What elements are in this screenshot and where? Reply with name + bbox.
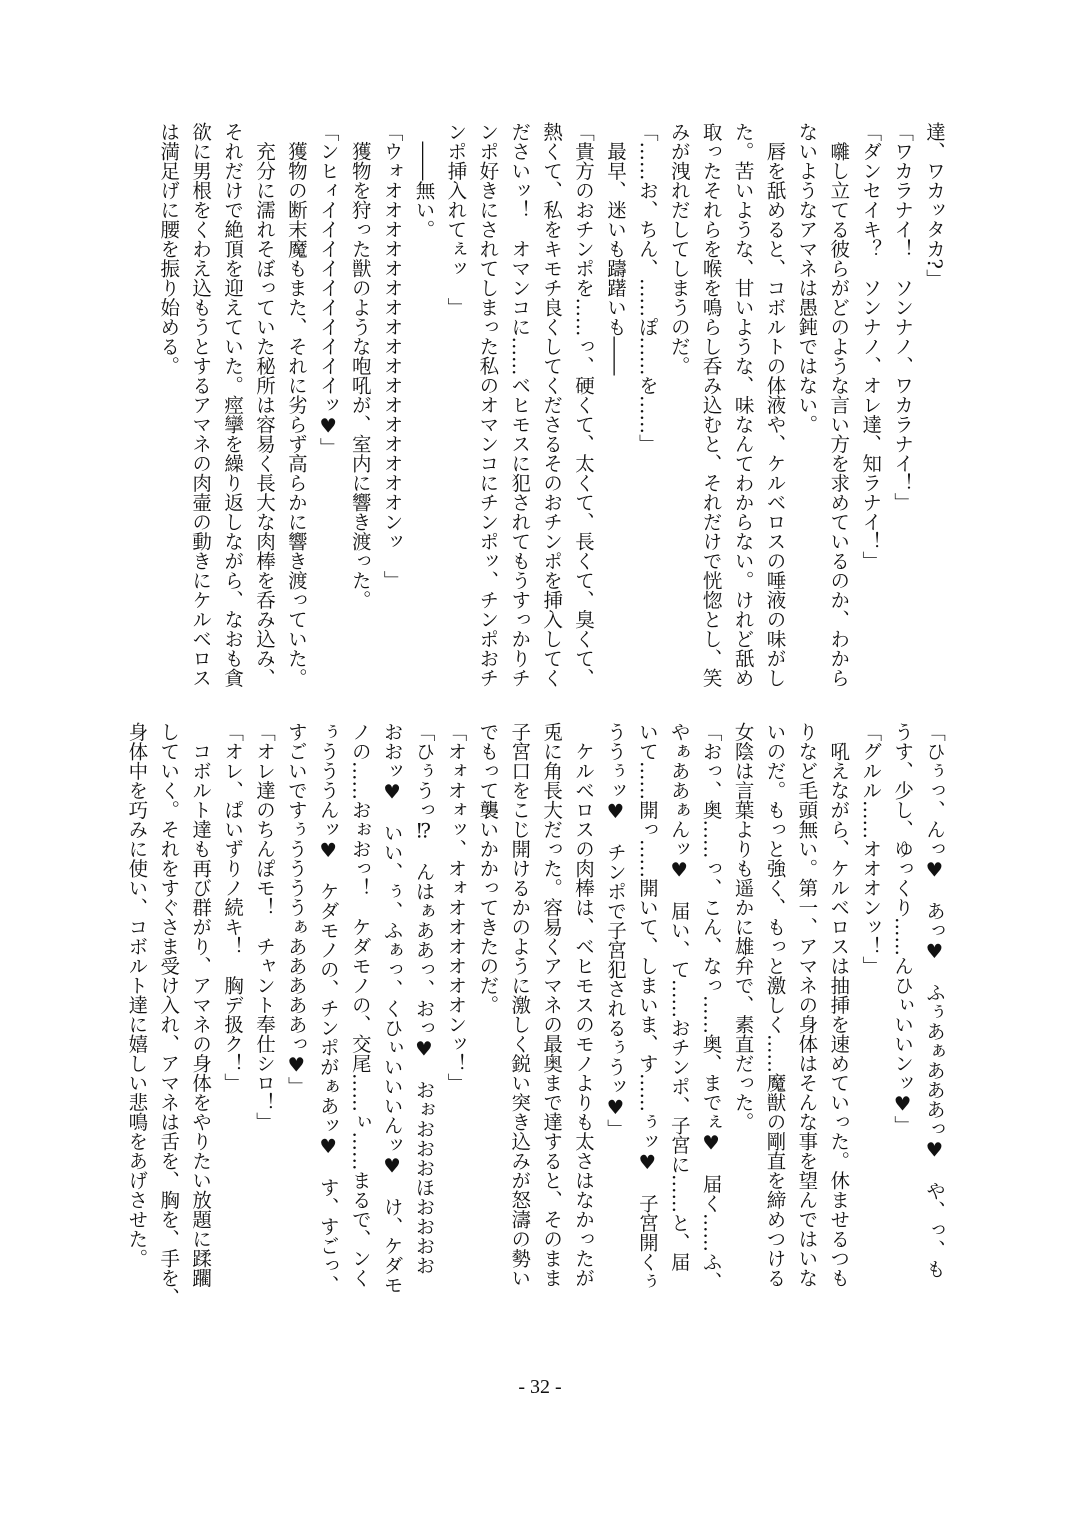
text-column: みが洩れだしてしまうのだ。 bbox=[667, 122, 691, 376]
text-column: コボルト達も再び群がり、アマネの身体をやりたい放題に蹂躙 bbox=[189, 722, 213, 1288]
text-column: 女陰は言葉よりも遥かに雄弁で、素直だった。 bbox=[731, 722, 755, 1132]
text-column: 最早、迷いも躊躇いも―― bbox=[603, 122, 627, 376]
text-column: 囃し立てる彼らがどのような言い方を求めているのか、わから bbox=[827, 122, 851, 688]
text-column: 「ひぅっ、んっ♥ あっ♥ ふぅあぁあああっ♥ や、っ、も bbox=[923, 722, 946, 1279]
text-column: いて……開っ……開いて、しまいま、す……ぅッ♥ 子宮開くぅ bbox=[635, 722, 659, 1291]
text-column: うす、少し、ゆっくり……んひぃいいンッ♥」 bbox=[891, 722, 915, 1135]
text-column: 兎に角長大だった。容易くアマネの最奥まで達すると、そのまま bbox=[540, 722, 564, 1288]
text-column: 「……お、ちん、……ぽ……を……」 bbox=[635, 122, 659, 454]
text-column: 吼えながら、ケルベロスは抽挿を速めていった。休ませるつも bbox=[827, 722, 851, 1288]
text-column: 「おっ、奥……っ、こん、なっ……奥、までぇ♥ 届く……ふ、 bbox=[699, 722, 723, 1291]
text-column: 「貴方のおチンポを……っ、硬くて、太くて、長くて、臭くて、 bbox=[572, 122, 596, 688]
text-column: でもって襲いかかってきたのだ。 bbox=[476, 722, 500, 1015]
text-column: ううぅッ♥ チンポで子宮犯されるぅうッ♥」 bbox=[603, 722, 627, 1139]
text-column: おおッ♥ いい、ぅ、ふぁっ、くひぃいいいんッ♥ け、ケダモ bbox=[380, 722, 404, 1295]
text-column: ケルベロスの肉棒は、ベヒモスのモノよりも太さはなかったが bbox=[572, 722, 596, 1288]
text-block-top bbox=[152, 122, 950, 712]
text-column: ンポ挿入れてぇッ 」 bbox=[444, 122, 468, 317]
text-column: は満足げに腰を振り始める。 bbox=[157, 122, 181, 376]
text-column: すごいですぅううううぁあああああっ♥」 bbox=[284, 722, 308, 1096]
text-column: ないようなアマネは愚鈍ではない。 bbox=[795, 122, 819, 434]
text-column: 取ったそれらを喉を鳴らし呑み込むと、それだけで恍惚とし、笑 bbox=[699, 122, 723, 688]
text-column: 「ひぅうっ⁉ んはぁああっ、おっ♥ おぉおおおほおおおお bbox=[412, 722, 436, 1275]
text-column: 充分に濡れそぼっていた秘所は容易く長大な肉棒を呑み込み、 bbox=[252, 122, 276, 688]
text-column: ――無い。 bbox=[412, 122, 436, 239]
text-column: 「オォオォッ、オォオオオオオオンッ！」 bbox=[444, 722, 468, 1093]
text-column: 唇を舐めると、コボルトの体液や、ケルベロスの唾液の味がし bbox=[763, 122, 787, 688]
text-column: ンポ好きにされてしまった私のオマンコにチンポッ、チンポおチ bbox=[476, 122, 500, 688]
text-column: ださいッ！ オマンコに……ベヒモスに犯されてもうすっかりチ bbox=[508, 122, 532, 688]
text-block-bottom bbox=[120, 722, 950, 1312]
text-column: 「ンヒィイイイイイイイイイイッ♥」 bbox=[316, 122, 340, 457]
text-column: いのだ。もっと強く、もっと激しく……魔獣の剛直を締めつける bbox=[763, 722, 787, 1288]
text-column: 「ワカラナイ！ ソンナノ、ワカラナイ！」 bbox=[891, 122, 915, 512]
text-column: 熱くて、私をキモチ良くしてくださるそのおチンポを挿入してく bbox=[540, 122, 564, 688]
text-column: 「ダンセイキ？ ソンナノ、オレ達、知ラナイ！」 bbox=[859, 122, 883, 571]
text-column: していく。それをすぐさま受け入れ、アマネは舌を、胸を、手を、 bbox=[157, 722, 181, 1307]
text-column: 子宮口をこじ開けるかのように激しく鋭い突き込みが怒濤の勢い bbox=[508, 722, 532, 1288]
text-column: りなど毛頭無い。第一、アマネの身体はそんな事を望んではいな bbox=[795, 722, 819, 1288]
text-column: た。苦いような、甘いような、味なんてわからない。けれど舐め bbox=[731, 122, 755, 688]
text-column: 達、ワカッタカ?」 bbox=[923, 122, 946, 289]
text-column: ぅうううんッ♥ ケダモノの、チンポがぁあッ♥ す、すごっ、 bbox=[316, 722, 340, 1295]
text-column: それだけで絶頂を迎えていた。痙攣を繰り返しながら、なおも貪 bbox=[221, 122, 245, 688]
text-column: 獲物を狩った獣のような咆吼が、室内に響き渡った。 bbox=[348, 122, 372, 610]
text-column: 「ウォオオオオオオオオオオオオオオオオオンッ 」 bbox=[380, 122, 404, 590]
text-column: 「オレ、ぱいずりノ続キ！ 胸デ扱ク！」 bbox=[221, 722, 245, 1093]
text-column: 身体中を巧みに使い、コボルト達に嬉しい悲鳴をあげさせた。 bbox=[125, 722, 149, 1268]
page-number: - 32 - bbox=[518, 1376, 562, 1398]
text-column: 欲に男根をくわえ込もうとするアマネの肉壷の動きにケルベロス bbox=[189, 122, 213, 688]
text-column: やぁああぁんッ♥ 届い、て……おチンポ、子宮に……と、届 bbox=[667, 722, 691, 1272]
text-column: 「オレ達のちんぽモ！ チャント奉仕シロ！」 bbox=[252, 722, 276, 1132]
text-column: 獲物の断末魔もまた、それに劣らず高らかに響き渡っていた。 bbox=[284, 122, 308, 688]
text-column: ノの……おぉおっ！ ケダモノの、交尾……ぃ……まるで、ンく bbox=[348, 722, 372, 1288]
text-column: 「グルル……オオオンッ！」 bbox=[859, 722, 883, 976]
